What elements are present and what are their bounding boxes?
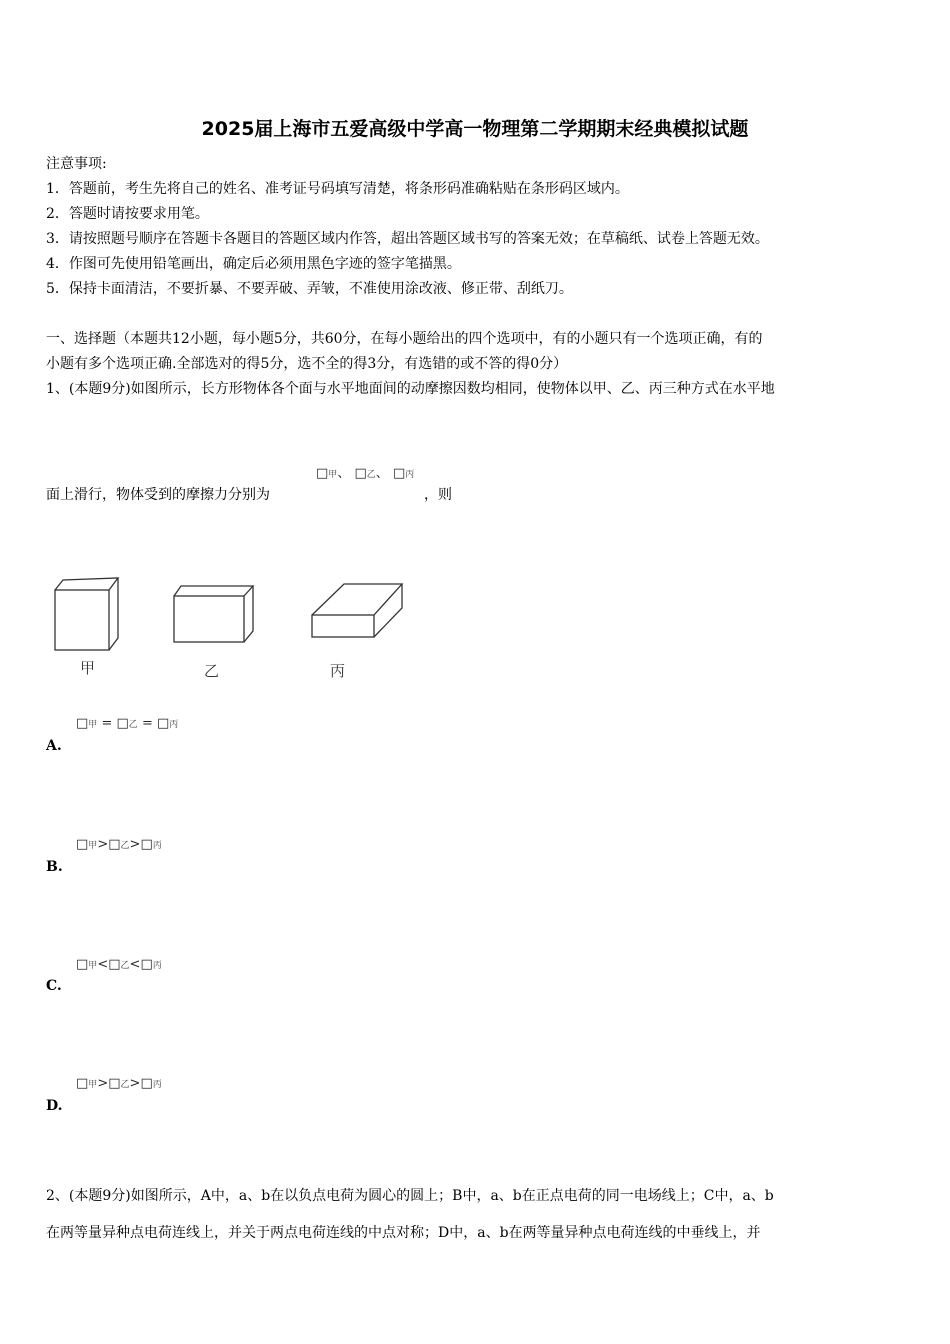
subscript-yi: 乙 [120, 961, 130, 971]
question-1-stem: 1、(本题9分)如图所示，长方形物体各个面与水平地面间的动摩擦因数均相同，使物体以甲、乙、丙三种方式在水平地 [46, 381, 775, 397]
f-symbol: □ [157, 716, 170, 731]
notice-item: 4．作图可先使用铅笔画出，确定后必须用黑色字迹的签字笔描黑。 [46, 256, 461, 272]
option-b-formula [76, 837, 162, 852]
notice-item: 2．答题时请按要求用笔。 [46, 206, 209, 222]
subscript-yi: 乙 [366, 470, 376, 480]
question-1-stem-end: ，则 [424, 487, 452, 503]
subscript-bing: 丙 [152, 841, 162, 851]
section-heading: 一、选择题（本题共12小题，每小题5分，共60分，在每小题给出的四个选项中，有的小题只有一个选项正确，有的 [46, 331, 763, 347]
option-c-formula [76, 957, 162, 972]
subscript-jia: 甲 [88, 720, 98, 730]
option-c-label[interactable]: C. [46, 978, 62, 994]
question-1-stem-cont: 面上滑行，物体受到的摩擦力分别为 [46, 487, 270, 503]
label-bing: 丙 [330, 662, 346, 680]
f-symbol: □ [76, 716, 89, 731]
option-d-formula [76, 1076, 162, 1091]
subscript-bing: 丙 [405, 470, 415, 480]
separator: 、 [337, 466, 351, 481]
f-symbol: □ [116, 716, 129, 731]
f-symbol: □ [108, 837, 121, 852]
f-symbol: □ [316, 466, 329, 481]
notice-item: 5．保持卡面清洁，不要折暴、不要弄破、弄皱，不准使用涂改液、修正带、刮纸刀。 [46, 281, 573, 297]
relation-op: > [97, 1076, 109, 1091]
f-symbol: □ [108, 957, 121, 972]
f-symbol: □ [76, 1076, 89, 1091]
page-title: 2025届上海市五爱高级中学高一物理第二学期期末经典模拟试题 [201, 118, 749, 140]
notice-item: 1．答题前，考生先将自己的姓名、准考证号码填写清楚，将条形码准确粘贴在条形码区域内。 [46, 181, 629, 197]
subscript-jia: 甲 [88, 961, 98, 971]
friction-symbols [316, 462, 414, 481]
option-d-label[interactable]: D. [46, 1098, 63, 1114]
relation-op: < [129, 957, 141, 972]
box-figure [46, 572, 416, 684]
subscript-jia: 甲 [88, 1080, 98, 1090]
relation-op: > [97, 837, 109, 852]
f-symbol: □ [140, 1076, 153, 1091]
label-yi: 乙 [204, 662, 220, 680]
subscript-yi: 乙 [120, 1080, 130, 1090]
option-a-formula [76, 716, 178, 731]
box-bing [312, 584, 402, 637]
subscript-bing: 丙 [152, 1080, 162, 1090]
f-symbol: □ [354, 466, 367, 481]
option-a-label[interactable]: A. [46, 738, 62, 754]
relation-op: = [141, 716, 153, 731]
relation-op: > [129, 1076, 141, 1091]
question-2-stem: 2、(本题9分)如图所示，A中，a、b在以负点电荷为圆心的圆上；B中，a、b在正点电荷的同一电场线上；C中，a、b [46, 1188, 774, 1204]
subscript-bing: 丙 [152, 961, 162, 971]
box-yi [174, 586, 253, 642]
relation-op: = [101, 716, 113, 731]
option-b-label[interactable]: B. [46, 859, 63, 875]
f-symbol: □ [392, 466, 406, 481]
box-jia [55, 578, 118, 650]
relation-op: < [97, 957, 109, 972]
label-jia: 甲 [80, 659, 96, 677]
question-2-stem-cont: 在两等量异种点电荷连线上，并关于两点电荷连线的中点对称；D中，a、b在两等量异种点电荷连线的中垂线上，并 [46, 1225, 761, 1241]
section-instructions: 小题有多个选项正确.全部选对的得5分，选不全的得3分，有选错的或不答的得0分） [46, 356, 568, 372]
subscript-yi: 乙 [128, 720, 138, 730]
notice-item: 3．请按照题号顺序在答题卡各题目的答题区域内作答，超出答题区域书写的答案无效；在草稿纸、试卷上答题无效。 [46, 231, 769, 247]
f-symbol: □ [140, 957, 153, 972]
subscript-jia: 甲 [88, 841, 98, 851]
f-symbol: □ [108, 1076, 121, 1091]
notice-heading: 注意事项: [46, 156, 107, 172]
separator: 、 [375, 466, 389, 481]
subscript-yi: 乙 [120, 841, 130, 851]
f-symbol: □ [140, 837, 153, 852]
subscript-jia: 甲 [328, 470, 338, 480]
f-symbol: □ [76, 837, 89, 852]
subscript-bing: 丙 [169, 720, 179, 730]
relation-op: > [129, 837, 141, 852]
f-symbol: □ [76, 957, 89, 972]
